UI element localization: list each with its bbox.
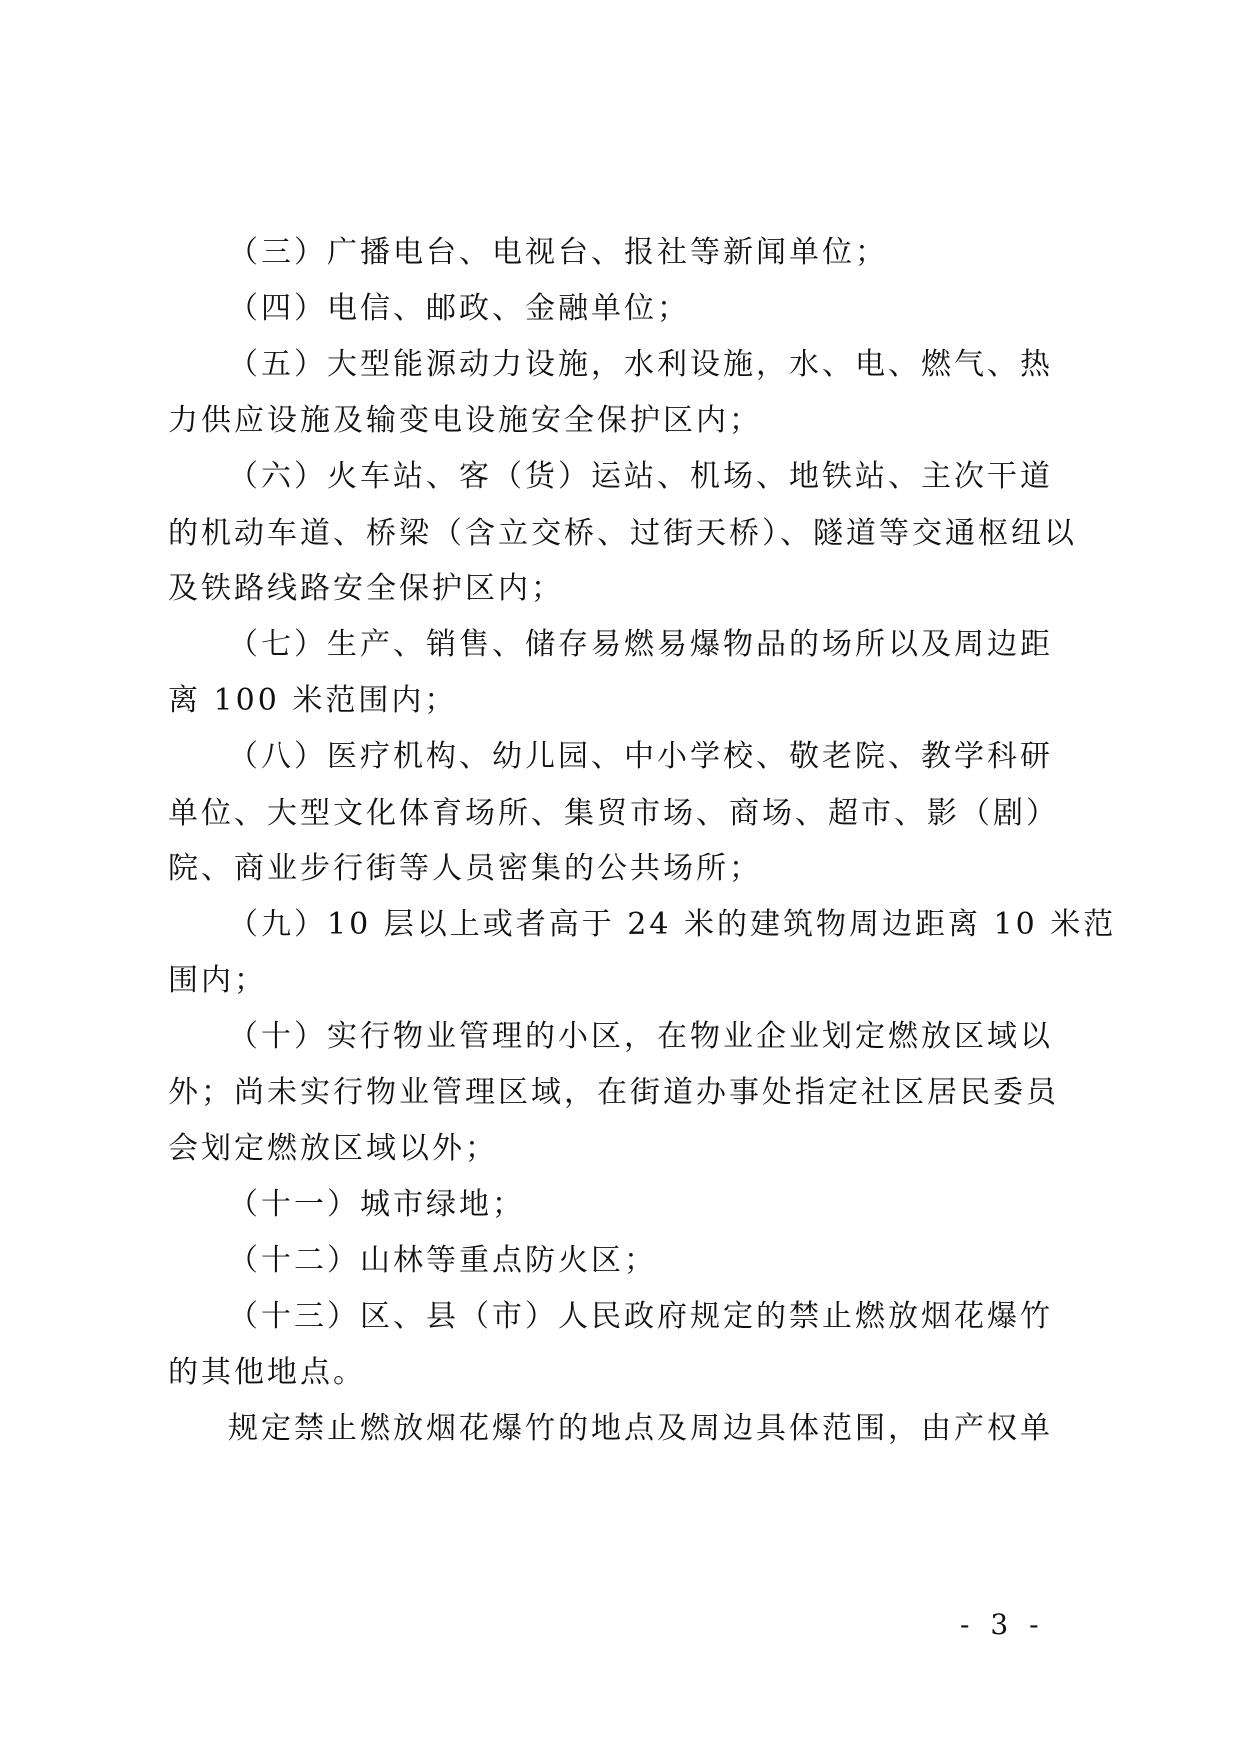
text-line: 单位、大型文化体育场所、集贸市场、商场、超市、影（剧） <box>168 796 1059 831</box>
text-line: （八）医疗机构、幼儿园、中小学校、敬老院、教学科研 <box>228 739 1053 774</box>
text-line: 外；尚未实行物业管理区域，在街道办事处指定社区居民委员 <box>168 1075 1059 1110</box>
text-line: 规定禁止燃放烟花爆竹的地点及周边具体范围，由产权单 <box>228 1411 1053 1446</box>
text-line: 会划定燃放区域以外； <box>168 1131 498 1166</box>
text-line: 围内； <box>168 963 267 998</box>
text-line: （九）10 层以上或者高于 24 米的建筑物周边距离 10 米范 <box>228 907 1117 942</box>
text-line: （十三）区、县（市）人民政府规定的禁止燃放烟花爆竹 <box>228 1299 1053 1334</box>
text-line: 院、商业步行街等人员密集的公共场所； <box>168 851 762 886</box>
text-line: 及铁路线路安全保护区内； <box>168 571 564 606</box>
text-line: （十一）城市绿地； <box>228 1187 525 1222</box>
text-line: 离 100 米范围内； <box>168 683 458 718</box>
text-line: 的机动车道、桥梁（含立交桥、过街天桥）、隧道等交通枢纽以 <box>168 516 1077 551</box>
text-line: 力供应设施及输变电设施安全保护区内； <box>168 403 762 438</box>
text-line: （七）生产、销售、储存易燃易爆物品的场所以及周边距 <box>228 627 1053 662</box>
text-line: 的其他地点。 <box>168 1355 366 1390</box>
text-line: （三）广播电台、电视台、报社等新闻单位； <box>228 235 888 270</box>
text-line: （五）大型能源动力设施，水利设施，水、电、燃气、热 <box>228 347 1053 382</box>
text-line: （十二）山林等重点防火区； <box>228 1243 657 1278</box>
text-line: （十）实行物业管理的小区，在物业企业划定燃放区域以 <box>228 1019 1053 1054</box>
text-line: （四）电信、邮政、金融单位； <box>228 291 690 326</box>
page-number: - 3 - <box>960 1608 1045 1641</box>
text-line: （六）火车站、客（货）运站、机场、地铁站、主次干道 <box>228 459 1053 494</box>
